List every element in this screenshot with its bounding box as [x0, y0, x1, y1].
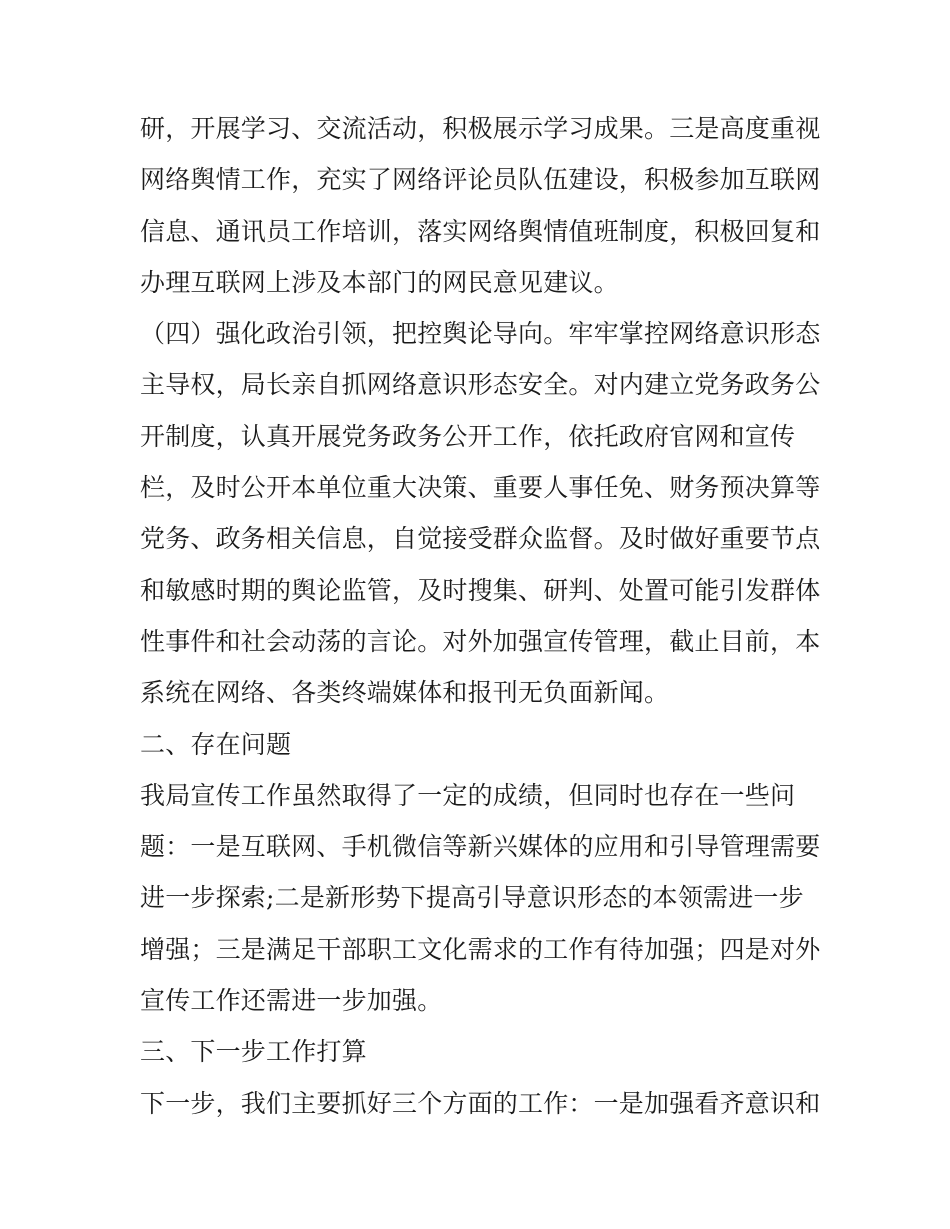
text-line: 进一步探索;二是新形势下提高引导意识形态的本领需进一步 [140, 883, 804, 913]
text-line: 增强；三是满足干部职工文化需求的工作有待加强；四是对外 [140, 934, 821, 964]
text-line: 系统在网络、各类终端媒体和报刊无负面新闻。 [140, 678, 670, 708]
text-line: 信息、通讯员工作培训，落实网络舆情值班制度，积极回复和 [140, 216, 821, 246]
text-line: 主导权，局长亲自抓网络意识形态安全。对内建立党务政务公 [140, 370, 821, 400]
text-line: 我局宣传工作虽然取得了一定的成绩，但同时也存在一些问 [140, 780, 796, 810]
text-line: 栏，及时公开本单位重大决策、重要人事任免、财务预决算等 [140, 473, 821, 503]
text-line: 党务、政务相关信息，自觉接受群众监督。及时做好重要节点 [140, 524, 821, 554]
text-line: 研，开展学习、交流活动，积极展示学习成果。三是高度重视 [140, 114, 821, 143]
document-body [140, 103, 820, 1129]
text-line: 宣传工作还需进一步加强。 [140, 986, 443, 1016]
section-heading-next-steps: 三、下一步工作打算 [140, 1037, 367, 1067]
text-line: 网络舆情工作，充实了网络评论员队伍建设，积极参加互联网 [140, 165, 821, 195]
text-line: 性事件和社会动荡的言论。对外加强宣传管理，截止目前，本 [140, 626, 821, 656]
text-line: 下一步，我们主要抓好三个方面的工作：一是加强看齐意识和 [140, 1088, 821, 1118]
text-line: 开制度，认真开展党务政务公开工作，依托政府官网和宣传 [140, 421, 796, 451]
text-line: 办理互联网上涉及本部门的网民意见建议。 [140, 267, 619, 297]
section-heading-problems: 二、存在问题 [140, 729, 292, 759]
text-line: 和敏感时期的舆论监管，及时搜集、研判、处置可能引发群体 [140, 575, 821, 605]
section-heading-4: （四）强化政治引领，把控舆论导向。牢牢掌控网络意识形态 [140, 319, 821, 349]
text-line: 题：一是互联网、手机微信等新兴媒体的应用和引导管理需要 [140, 832, 821, 862]
